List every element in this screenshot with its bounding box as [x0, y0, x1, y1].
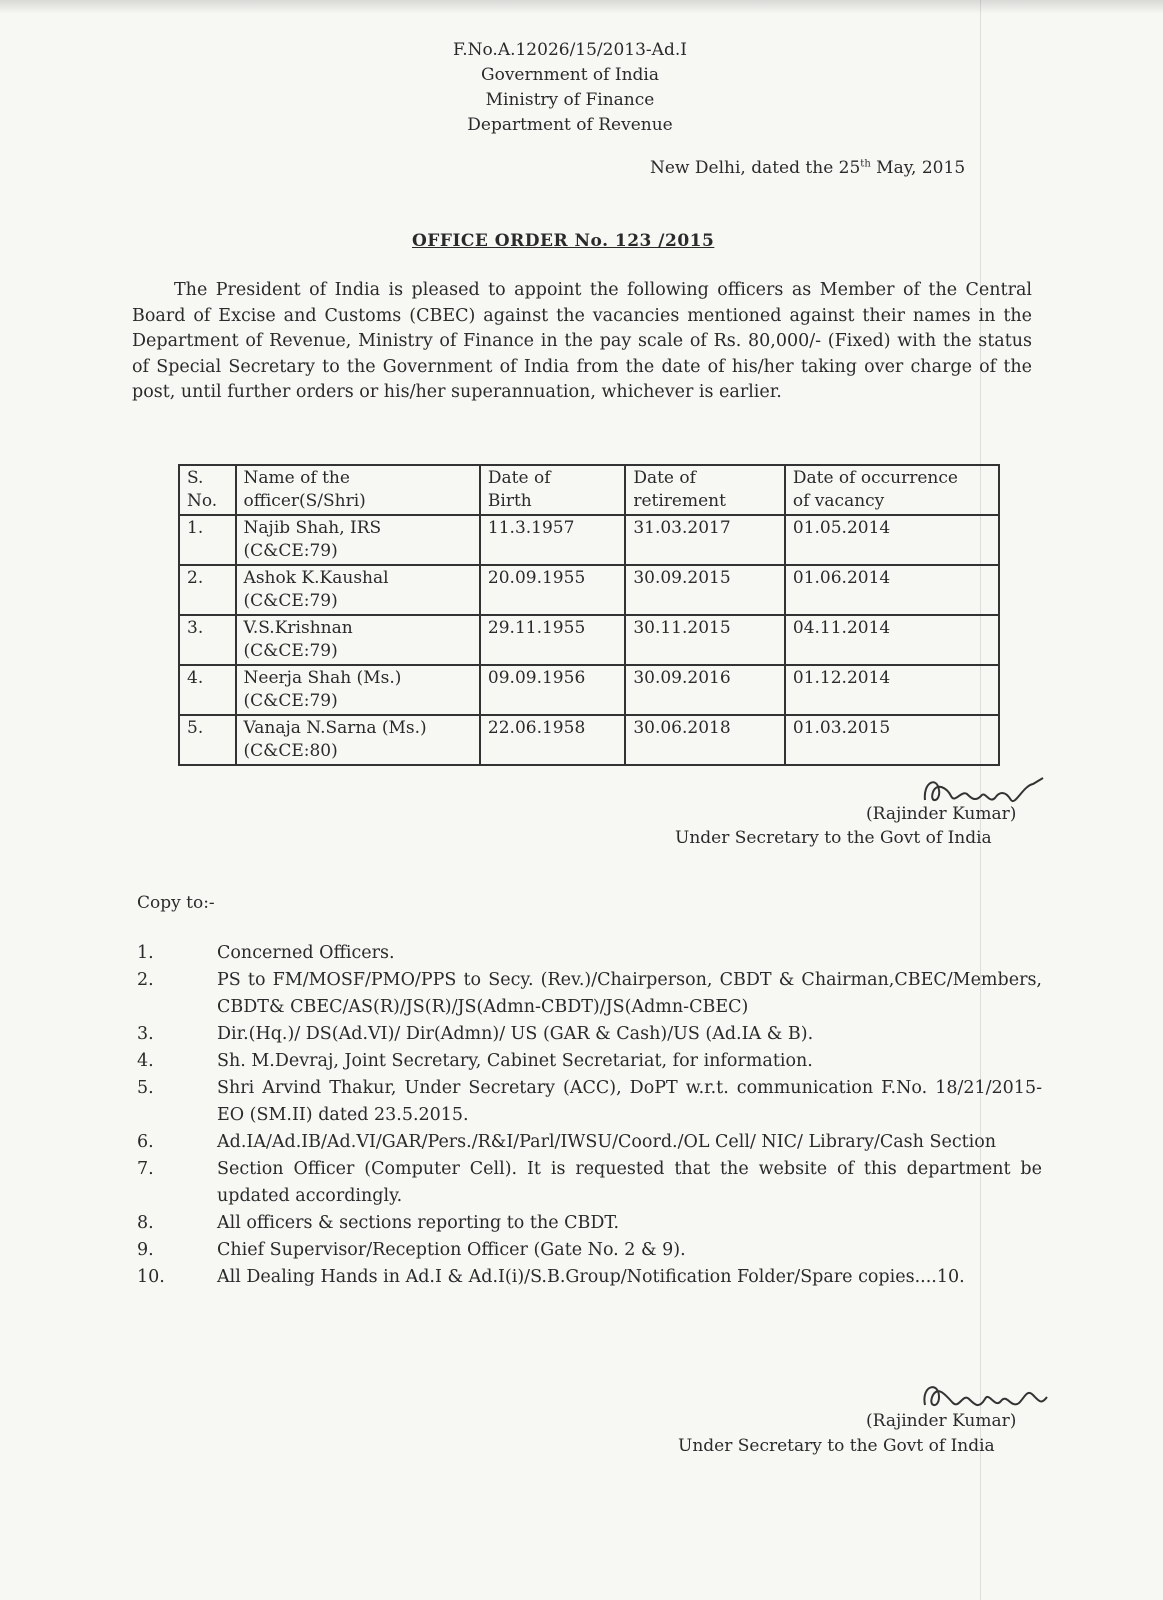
table-row — [179, 615, 999, 665]
list-item: 10. All Dealing Hands in Ad.I & Ad.I(i)/S.B.Group/Notification Folder/Spare copies....10. — [137, 1267, 965, 1287]
intro-paragraph: The President of India is pleased to appoint the following officers as Member of the Central Board of Excise and Customs (CBEC) against the vacancies mentioned against their names in the Department of Revenue, Ministry of Finance in the pay scale of Rs. 80,000/- (Fixed) with the status of Special Secretary to the Government of India from the date of his/her taking over charge of the post, until further orders or his/her superannuation, whichever is earlier. — [132, 280, 1032, 402]
cell-sno: 4. — [179, 665, 236, 715]
table-row — [179, 515, 999, 565]
list-item: 5. Shri Arvind Thakur, Under Secretary (ACC), DoPT w.r.t. communication F.No. 18/21/2015-EO (SM.II) dated 23.5.2015. — [137, 1078, 1042, 1125]
list-item: 6. Ad.IA/Ad.IB/Ad.VI/GAR/Pers./R&I/Parl/IWSU/Coord./OL Cell/ NIC/ Library/Cash Section — [137, 1132, 997, 1152]
signatory-designation-2: Under Secretary to the Govt of India — [678, 1436, 995, 1456]
cell-dob: 22.06.1958 — [480, 715, 625, 765]
list-item: 9. Chief Supervisor/Reception Officer (Gate No. 2 & 9). — [137, 1240, 686, 1260]
cell-name: V.S.Krishnan (C&CE:79) — [236, 615, 480, 665]
signatory-name-2: (Rajinder Kumar) — [866, 1411, 1017, 1431]
table-row — [179, 665, 999, 715]
list-item: 1. Concerned Officers. — [137, 943, 395, 963]
scan-top-shade — [0, 0, 1163, 14]
header-vacancy: Date of occurrence of vacancy — [785, 465, 999, 515]
cell-sno: 1. — [179, 515, 236, 565]
list-item: 4. Sh. M.Devraj, Joint Secretary, Cabinet Secretariat, for information. — [137, 1051, 813, 1071]
government-line: Government of India — [481, 65, 659, 85]
cell-name: Najib Shah, IRS (C&CE:79) — [236, 515, 480, 565]
copy-to-label: Copy to:- — [137, 893, 215, 913]
cell-vacancy: 04.11.2014 — [785, 615, 999, 665]
copy-to-list — [137, 940, 1042, 1291]
signatory-designation-1: Under Secretary to the Govt of India — [675, 828, 992, 848]
list-item: 7. Section Officer (Computer Cell). It is requested that the website of this department be updated accordingly. — [137, 1159, 1042, 1206]
cell-retirement: 30.11.2015 — [625, 615, 785, 665]
cell-retirement: 30.09.2016 — [625, 665, 785, 715]
cell-vacancy: 01.06.2014 — [785, 565, 999, 615]
cell-sno: 5. — [179, 715, 236, 765]
date-rest: May, 2015 — [870, 158, 966, 178]
officers-table — [178, 464, 1000, 766]
department-line: Department of Revenue — [467, 115, 673, 135]
letterhead — [440, 38, 700, 138]
cell-name: Vanaja N.Sarna (Ms.) (C&CE:80) — [236, 715, 480, 765]
cell-sno: 3. — [179, 615, 236, 665]
cell-dob: 09.09.1956 — [480, 665, 625, 715]
table-row — [179, 715, 999, 765]
cell-vacancy: 01.12.2014 — [785, 665, 999, 715]
cell-dob: 20.09.1955 — [480, 565, 625, 615]
order-title: OFFICE ORDER No. 123 /2015 — [412, 231, 715, 251]
list-item: 8. All officers & sections reporting to the CBDT. — [137, 1213, 620, 1233]
table-header-row — [179, 465, 999, 515]
signatory-name-1: (Rajinder Kumar) — [866, 804, 1017, 824]
cell-vacancy: 01.03.2015 — [785, 715, 999, 765]
cell-retirement: 30.06.2018 — [625, 715, 785, 765]
cell-name: Neerja Shah (Ms.) (C&CE:79) — [236, 665, 480, 715]
date-prefix: New Delhi, dated the 25 — [650, 158, 861, 178]
list-item: 3. Dir.(Hq.)/ DS(Ad.VI)/ Dir(Admn)/ US (GAR & Cash)/US (Ad.IA & B). — [137, 1024, 814, 1044]
header-retirement: Date of retirement — [625, 465, 785, 515]
cell-sno: 2. — [179, 565, 236, 615]
cell-retirement: 30.09.2015 — [625, 565, 785, 615]
cell-name: Ashok K.Kaushal (C&CE:79) — [236, 565, 480, 615]
header-sno: S. No. — [179, 465, 236, 515]
file-number: F.No.A.12026/15/2013-Ad.I — [453, 40, 687, 60]
cell-retirement: 31.03.2017 — [625, 515, 785, 565]
list-item: 2. PS to FM/MOSF/PMO/PPS to Secy. (Rev.)/Chairperson, CBDT & Chairman,CBEC/Members, CBDT& CBEC/AS(R)/JS(R)/JS(Admn-CBDT)/JS(Admn-CBEC) — [137, 970, 1042, 1017]
cell-dob: 11.3.1957 — [480, 515, 625, 565]
table-row — [179, 565, 999, 615]
header-dob: Date of Birth — [480, 465, 625, 515]
ministry-line: Ministry of Finance — [485, 90, 655, 110]
cell-vacancy: 01.05.2014 — [785, 515, 999, 565]
cell-dob: 29.11.1955 — [480, 615, 625, 665]
header-name: Name of the officer(S/Shri) — [236, 465, 480, 515]
date-suffix: th — [860, 158, 871, 170]
date-line — [650, 158, 965, 178]
